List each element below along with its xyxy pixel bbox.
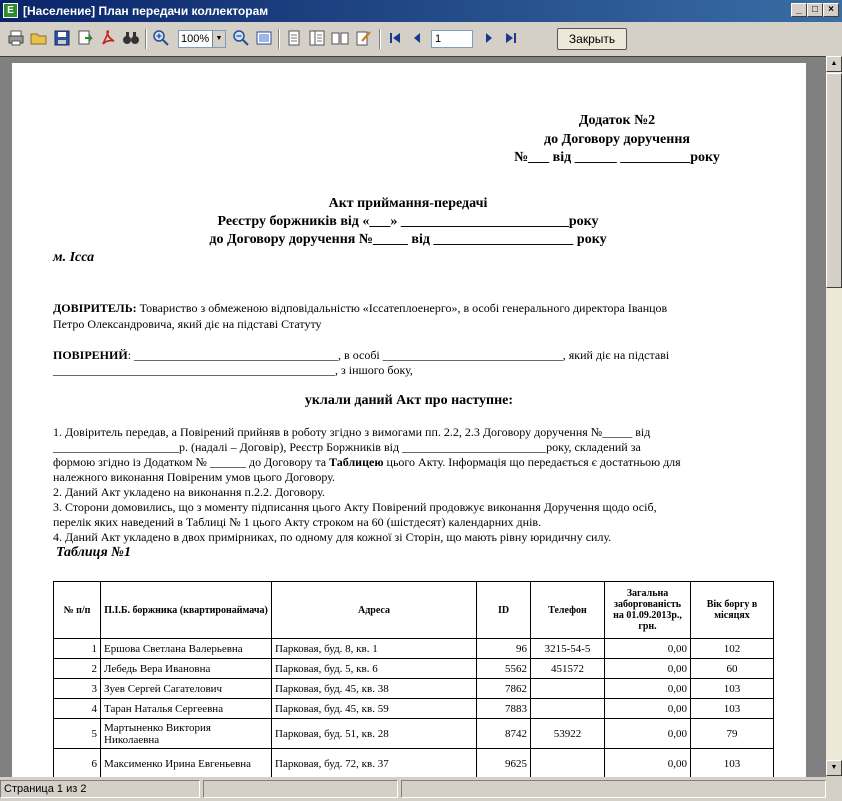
table-row xyxy=(54,679,774,699)
cell-name: Мартыненко Виктория Николаевна xyxy=(101,719,272,749)
cell-name: Лебедь Вера Ивановна xyxy=(101,659,272,679)
cell-debt: 0,00 xyxy=(605,749,691,778)
table-row xyxy=(54,699,774,719)
next-page-icon[interactable] xyxy=(480,29,498,47)
cell-num: 3 xyxy=(54,679,101,699)
cell-id: 5562 xyxy=(477,659,531,679)
cell-address: Парковая, буд. 51, кв. 28 xyxy=(272,719,477,749)
clause-3-line1: 3. Сторони домовились, що з моменту підписання цього Акту Повірений продовжує виконання Доручення щодо осіб, xyxy=(53,500,657,514)
title-bar xyxy=(0,0,842,22)
edit-page-icon[interactable] xyxy=(354,29,372,47)
close-window-button[interactable]: × xyxy=(823,3,839,17)
cell-address: Парковая, буд. 72, кв. 37 xyxy=(272,749,477,778)
print-icon[interactable] xyxy=(7,29,25,47)
document-viewer[interactable] xyxy=(0,56,826,777)
cell-address: Парковая, буд. 45, кв. 59 xyxy=(272,699,477,719)
export-icon[interactable] xyxy=(76,29,94,47)
city: м. Ісса xyxy=(53,250,95,265)
cell-debt: 0,00 xyxy=(605,719,691,749)
cell-debt: 0,00 xyxy=(605,679,691,699)
window-title: [Население] План передачи коллекторам xyxy=(23,4,269,18)
cell-num: 5 xyxy=(54,719,101,749)
header-phone: Телефон xyxy=(531,582,605,639)
open-folder-icon[interactable] xyxy=(30,29,48,47)
cell-phone: 3215-54-5 xyxy=(531,639,605,659)
cell-phone xyxy=(531,749,605,778)
toolbar-separator xyxy=(145,29,147,49)
cell-phone xyxy=(531,679,605,699)
vertical-scrollbar[interactable] xyxy=(826,56,842,776)
prev-page-icon[interactable] xyxy=(408,29,426,47)
minimize-button[interactable]: _ xyxy=(791,3,807,17)
agreed-heading: уклали даний Акт про наступне: xyxy=(304,393,514,408)
table-row xyxy=(54,749,774,778)
zoom-out-icon[interactable] xyxy=(232,29,250,47)
toolbar-separator xyxy=(379,29,381,49)
act-title: Акт приймання-передачі xyxy=(328,196,488,211)
clause-1-line1: 1. Довіритель передав, а Повірений прийняв в роботу згідно з вимогами пп. 2.2, 2.3 Договору доручення №_____ від xyxy=(53,425,651,439)
table-row xyxy=(54,659,774,679)
cell-address: Парковая, буд. 45, кв. 38 xyxy=(272,679,477,699)
addendum-title: Додаток №2 xyxy=(578,113,656,128)
table-header-row xyxy=(54,582,774,639)
cell-num: 2 xyxy=(54,659,101,679)
cell-phone: 451572 xyxy=(531,659,605,679)
cell-age: 103 xyxy=(691,679,774,699)
scroll-down-icon[interactable]: ▼ xyxy=(826,760,842,776)
cell-id: 7883 xyxy=(477,699,531,719)
header-num: № п/п xyxy=(54,582,101,639)
zoom-select[interactable] xyxy=(178,30,226,48)
toolbar-separator xyxy=(278,29,280,49)
header-name: П.І.Б. боржника (квартиронаймача) xyxy=(101,582,272,639)
book-icon[interactable] xyxy=(331,29,349,47)
clause-1-line3a: формою згідно із Додатком № ______ до Договору та xyxy=(53,455,330,469)
first-page-icon[interactable] xyxy=(386,29,404,47)
scroll-up-icon[interactable]: ▲ xyxy=(826,56,842,72)
page-single-icon[interactable] xyxy=(285,29,303,47)
cell-name: Максименко Ирина Евгеньевна xyxy=(101,749,272,778)
status-bar xyxy=(0,778,842,801)
principal-label: ДОВІРИТЕЛЬ: xyxy=(53,301,137,315)
cell-age: 79 xyxy=(691,719,774,749)
cell-age: 102 xyxy=(691,639,774,659)
clause-3-line2: перелік яких наведений в Таблиці № 1 цього Акту строком на 60 (шістдесят) календарних днів. xyxy=(53,515,542,529)
status-panel-empty xyxy=(401,780,826,798)
agent-label: ПОВІРЕНИЙ xyxy=(53,348,128,362)
table-body xyxy=(54,639,774,778)
cell-address: Парковая, буд. 5, кв. 6 xyxy=(272,659,477,679)
header-address: Адреса xyxy=(272,582,477,639)
zoom-in-icon[interactable] xyxy=(152,29,170,47)
principal-line1 xyxy=(53,301,667,316)
agent-line2: _______________________________________________, з іншого боку, xyxy=(53,363,413,377)
header-age: Вік боргу в місяцях xyxy=(691,582,774,639)
clause-1-line3c: цього Акту. Інформація що передається є достатньою для xyxy=(383,455,681,469)
cell-phone xyxy=(531,699,605,719)
cell-num: 1 xyxy=(54,639,101,659)
header-debt: Загальна заборгованість на 01.09.2013р., грн. xyxy=(605,582,691,639)
find-binoculars-icon[interactable] xyxy=(122,29,140,47)
table-row xyxy=(54,719,774,749)
zoom-value: 100% xyxy=(181,33,210,45)
addendum-line2: до Договору доручення xyxy=(544,132,690,147)
table-title: Таблиця №1 xyxy=(56,545,131,560)
clause-2: 2. Даний Акт укладено на виконання п.2.2. Договору. xyxy=(53,485,325,499)
cell-age: 103 xyxy=(691,699,774,719)
cell-name: Таран Наталья Сергеевна xyxy=(101,699,272,719)
agent-line1 xyxy=(53,348,669,363)
document-page xyxy=(12,63,806,777)
act-line3: до Договору доручення №_____ від ____________________ року xyxy=(209,232,607,247)
chevron-down-icon[interactable]: ▼ xyxy=(212,31,225,47)
toolbar xyxy=(0,23,842,55)
page-outline-icon[interactable] xyxy=(308,29,326,47)
last-page-icon[interactable] xyxy=(502,29,520,47)
clause-1-line4: належного виконання Повіреним умов цього Договору. xyxy=(53,470,336,484)
act-line2: Реєстру боржників від «___» ________________________року xyxy=(217,214,599,229)
page-status: Страница 1 из 2 xyxy=(0,780,200,798)
cell-num: 4 xyxy=(54,699,101,719)
cell-address: Парковая, буд. 8, кв. 1 xyxy=(272,639,477,659)
cell-age: 103 xyxy=(691,749,774,778)
cell-age: 60 xyxy=(691,659,774,679)
fit-page-icon[interactable] xyxy=(255,29,273,47)
cell-phone: 53922 xyxy=(531,719,605,749)
table-ref: Таблицею xyxy=(329,455,384,469)
clause-1-line2: _____________________р. (надалі – Договір), Реєстр Боржників від ________________________року, складений за xyxy=(53,440,641,454)
pdf-icon[interactable] xyxy=(99,29,117,47)
cell-id: 96 xyxy=(477,639,531,659)
cell-debt: 0,00 xyxy=(605,639,691,659)
cell-id: 7862 xyxy=(477,679,531,699)
maximize-button[interactable]: □ xyxy=(807,3,823,17)
clause-4: 4. Даний Акт укладено в двох примірниках, по одному для кожної зі Сторін, що мають рівну юридичну силу. xyxy=(53,530,612,544)
cell-name: Зуев Сергей Сагателович xyxy=(101,679,272,699)
save-icon[interactable] xyxy=(53,29,71,47)
table-row xyxy=(54,639,774,659)
cell-debt: 0,00 xyxy=(605,659,691,679)
addendum-line3: №___ від ______ __________року xyxy=(514,150,720,165)
header-id: ID xyxy=(477,582,531,639)
cell-num: 6 xyxy=(54,749,101,778)
principal-line2: Петро Олександровича, який діє на підставі Статуту xyxy=(53,317,322,331)
principal-text: Товариство з обмеженою відповідальністю «Іссатеплоенерго», в особі генерального директора Іванцов xyxy=(136,301,668,315)
page-number-input[interactable]: 1 xyxy=(431,30,473,48)
debtors-table xyxy=(53,581,774,777)
status-panel-empty xyxy=(203,780,398,798)
agent-text: : __________________________________, в особі ______________________________, який діє на підставі xyxy=(127,348,670,362)
cell-id: 8742 xyxy=(477,719,531,749)
close-button[interactable]: Закрыть xyxy=(557,28,627,50)
cell-debt: 0,00 xyxy=(605,699,691,719)
cell-id: 9625 xyxy=(477,749,531,778)
clause-1-line3 xyxy=(53,455,681,470)
cell-name: Ершова Светлана Валерьевна xyxy=(101,639,272,659)
app-icon: E xyxy=(3,3,18,18)
scroll-thumb[interactable] xyxy=(826,73,842,288)
